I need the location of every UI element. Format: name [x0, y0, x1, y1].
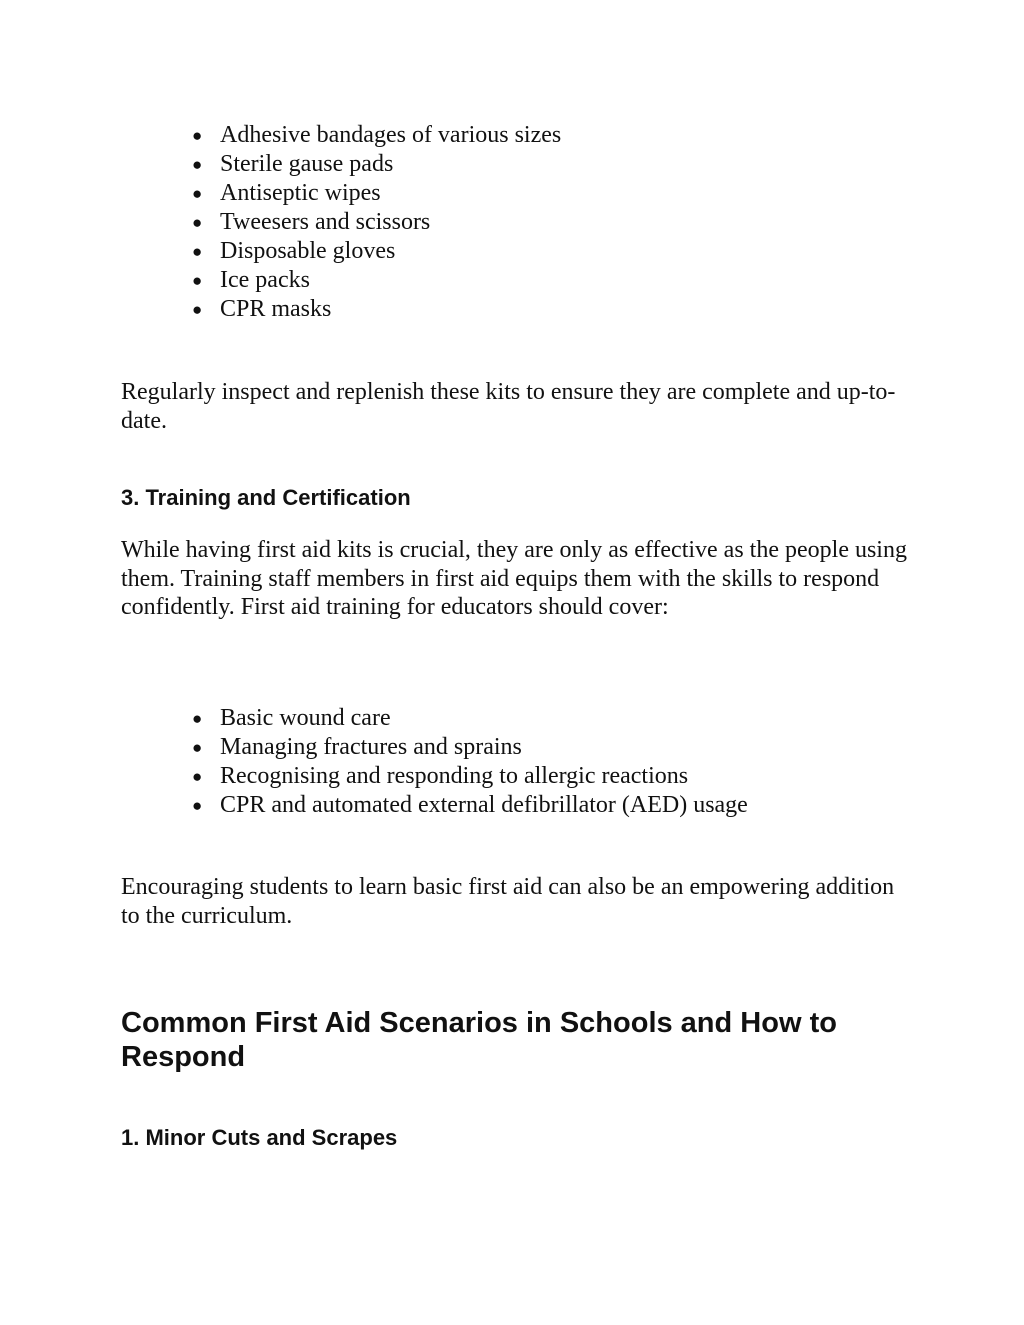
- training-topics-list: [186, 704, 748, 820]
- minor-cuts-heading: 1. Minor Cuts and Scrapes: [121, 1125, 398, 1150]
- list-item: [186, 762, 748, 791]
- training-heading: 3. Training and Certification: [121, 485, 411, 510]
- list-item: [186, 704, 748, 733]
- list-item: [186, 295, 561, 324]
- list-item: [186, 150, 561, 179]
- list-item: [186, 179, 561, 208]
- bullet-icon: ●: [192, 184, 203, 203]
- list-item-text: CPR masks: [220, 296, 332, 322]
- training-intro-paragraph: While having first aid kits is crucial, they are only as effective as the people using them. Training staff members in first aid equips them with the skills to respond confidently. First aid training for educators should cover:: [121, 537, 907, 620]
- list-item-text: Tweesers and scissors: [220, 209, 431, 235]
- list-item: [186, 208, 561, 237]
- bullet-icon: ●: [192, 767, 203, 786]
- list-item-text: Recognising and responding to allergic reactions: [220, 763, 689, 789]
- bullet-icon: ●: [192, 271, 203, 290]
- bullet-icon: ●: [192, 738, 203, 757]
- kit-maintenance-paragraph: Regularly inspect and replenish these kits to ensure they are complete and up-to-date.: [121, 379, 896, 434]
- list-item-text: Antiseptic wipes: [220, 180, 381, 206]
- bullet-icon: ●: [192, 126, 203, 145]
- list-item: [186, 791, 748, 820]
- scenarios-heading: Common First Aid Scenarios in Schools and How to Respond: [121, 1007, 837, 1073]
- bullet-icon: ●: [192, 709, 203, 728]
- list-item-text: Managing fractures and sprains: [220, 734, 522, 760]
- bullet-icon: ●: [192, 155, 203, 174]
- list-item-text: CPR and automated external defibrillator (AED) usage: [220, 792, 748, 818]
- list-item-text: Ice packs: [220, 267, 310, 293]
- list-item: [186, 237, 561, 266]
- bullet-icon: ●: [192, 242, 203, 261]
- list-item: [186, 121, 561, 150]
- bullet-icon: ●: [192, 796, 203, 815]
- list-item-text: Sterile gause pads: [220, 151, 394, 177]
- first-aid-kit-list: [186, 121, 561, 324]
- list-item-text: Adhesive bandages of various sizes: [220, 122, 562, 148]
- training-closing-paragraph: Encouraging students to learn basic first aid can also be an empowering addition to the curriculum.: [121, 874, 895, 929]
- bullet-icon: ●: [192, 213, 203, 232]
- list-item-text: Disposable gloves: [220, 238, 396, 264]
- list-item-text: Basic wound care: [220, 705, 391, 731]
- list-item: [186, 266, 561, 295]
- bullet-icon: ●: [192, 300, 203, 319]
- list-item: [186, 733, 748, 762]
